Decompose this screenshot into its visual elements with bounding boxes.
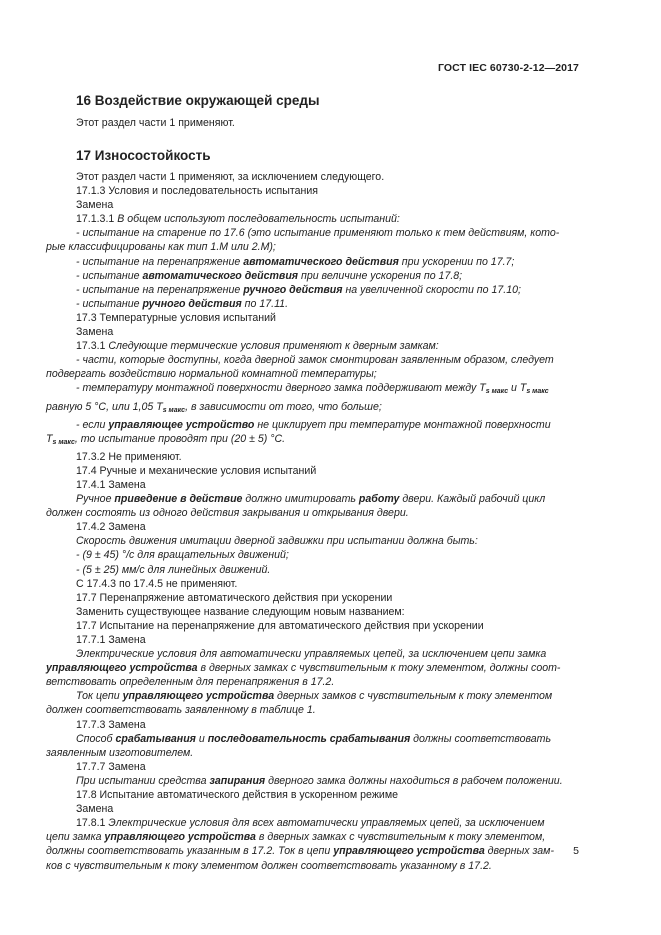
list-item: - (5 ± 25) мм/с для линейных движений.	[76, 563, 271, 576]
list-item: - температуру монтажной поверхности дверного замка поддерживают между $T_{s макс}$ и $T_{s макс}$	[76, 382, 549, 396]
section-16-text	[76, 116, 582, 130]
paragraph: Этот раздел части 1 применяют, за исключением следующего.	[76, 171, 385, 183]
list-item: - испытание на старение по 17.6 (это испытание применяют только к тем действиям, кото-	[76, 227, 560, 240]
paragraph-continuation: должен соответствовать заявленному в таблице 1.	[46, 704, 316, 717]
paragraph: Замена	[76, 199, 114, 212]
paragraph: 17.7.3 Замена	[76, 718, 146, 731]
paragraph: Замена	[76, 803, 114, 816]
section-17-title: 17 Износостойкость	[76, 148, 211, 163]
paragraph: 17.1.3.1 В общем используют последовательность испытаний:	[76, 213, 400, 226]
list-item-continuation: $T_{s макс}$, то испытание проводят при (20 ± 5) °C.	[46, 432, 286, 446]
paragraph: 17.4.1 Замена	[76, 478, 146, 491]
list-item-continuation: равную 5 °C, или 1,05 $T_{s макс}$, в зависимости от того, что больше;	[46, 400, 382, 414]
list-item: - части, которые доступны, когда дверной замок смонтирован заявленным образом, следует	[76, 354, 554, 367]
page-number: 5	[573, 845, 579, 857]
paragraph: 17.4.2 Замена	[76, 521, 146, 534]
list-item: - испытание ручного действия по 17.11.	[76, 297, 289, 310]
standard-header: ГОСТ IEC 60730-2-12—2017	[437, 62, 579, 74]
paragraph: 17.7 Испытание на перенапряжение для автоматического действия при ускорении	[76, 619, 484, 632]
paragraph-continuation: ков с чувствительным к току элементом должен соответствовать указанному в 17.2.	[46, 859, 492, 872]
subsection-heading: 17.1.3 Условия и последовательность испытания	[76, 185, 319, 198]
list-item: - (9 ± 45) °/с для вращательных движений;	[76, 549, 289, 562]
paragraph: Ручное приведение в действие должно имитировать работу двери. Каждый рабочий цикл	[76, 493, 546, 506]
paragraph: Замена	[76, 326, 114, 339]
list-item: - если управляющее устройство не циклирует при температуре монтажной поверхности	[76, 418, 551, 431]
paragraph-continuation: управляющего устройства в дверных замках с чувствительным к току элементом, должны соот-	[46, 662, 561, 675]
list-item-continuation: рые классифицированы как тип 1.M или 2.M);	[46, 241, 276, 254]
paragraph-continuation: ветствовать определенным для перенапряжения в 17.2.	[46, 676, 335, 689]
paragraph-continuation: должен состоять из одного действия закрывания и открывания двери.	[46, 507, 409, 520]
subsection-heading: 17.3 Температурные условия испытаний	[76, 311, 276, 324]
paragraph: 17.7.7 Замена	[76, 760, 146, 773]
paragraph: Заменить существующее название следующим новым названием:	[76, 605, 405, 618]
paragraph: 17.3.2 Не применяют.	[76, 450, 182, 463]
paragraph: 17.8.1 Электрические условия для всех автоматически управляемых цепей, за исключением	[76, 817, 545, 830]
list-item-continuation: подвергать воздействию нормальной комнатной температуры;	[46, 368, 377, 381]
subsection-heading: 17.8 Испытание автоматического действия в ускоренном режиме	[76, 789, 398, 802]
paragraph: 17.7.1 Замена	[76, 634, 146, 646]
list-item: - испытание на перенапряжение автоматического действия при ускорении по 17.7;	[76, 255, 515, 268]
paragraph: 17.3.1 Следующие термические условия применяют к дверным замкам:	[76, 340, 439, 353]
list-item: - испытание автоматического действия при величине ускорения по 17.8;	[76, 269, 463, 282]
paragraph-continuation: заявленным изготовителем.	[46, 746, 194, 759]
subsection-heading: 17.4 Ручные и механические условия испытаний	[76, 464, 317, 477]
section-16-title: 16 Воздействие окружающей среды	[76, 93, 320, 108]
paragraph-continuation: должны соответствовать указанным в 17.2. Ток в цепи управляющего устройства дверных зам-	[46, 845, 554, 858]
paragraph: Способ срабатывания и последовательность срабатывания должны соответствовать	[76, 732, 552, 745]
subsection-heading: 17.7 Перенапряжение автоматического действия при ускорении	[76, 591, 393, 604]
section-17-body	[46, 170, 582, 873]
paragraph: Ток цепи управляющего устройства дверных замков с чувствительным к току элементом	[76, 690, 553, 703]
paragraph: С 17.4.3 по 17.4.5 не применяют.	[76, 577, 238, 590]
paragraph: Скорость движения имитации дверной задвижки при испытании должна быть:	[76, 535, 478, 548]
paragraph: При испытании средства запирания дверного замка должны находиться в рабочем положении.	[76, 774, 563, 787]
paragraph: Электрические условия для автоматически управляемых цепей, за исключением цепи замка	[76, 648, 547, 661]
paragraph-continuation: цепи замка управляющего устройства в дверных замках с чувствительным к току элементом,	[46, 831, 546, 844]
list-item: - испытание на перенапряжение ручного действия на увеличенной скорости по 17.10;	[76, 283, 521, 296]
paragraph: Этот раздел части 1 применяют.	[76, 117, 235, 129]
